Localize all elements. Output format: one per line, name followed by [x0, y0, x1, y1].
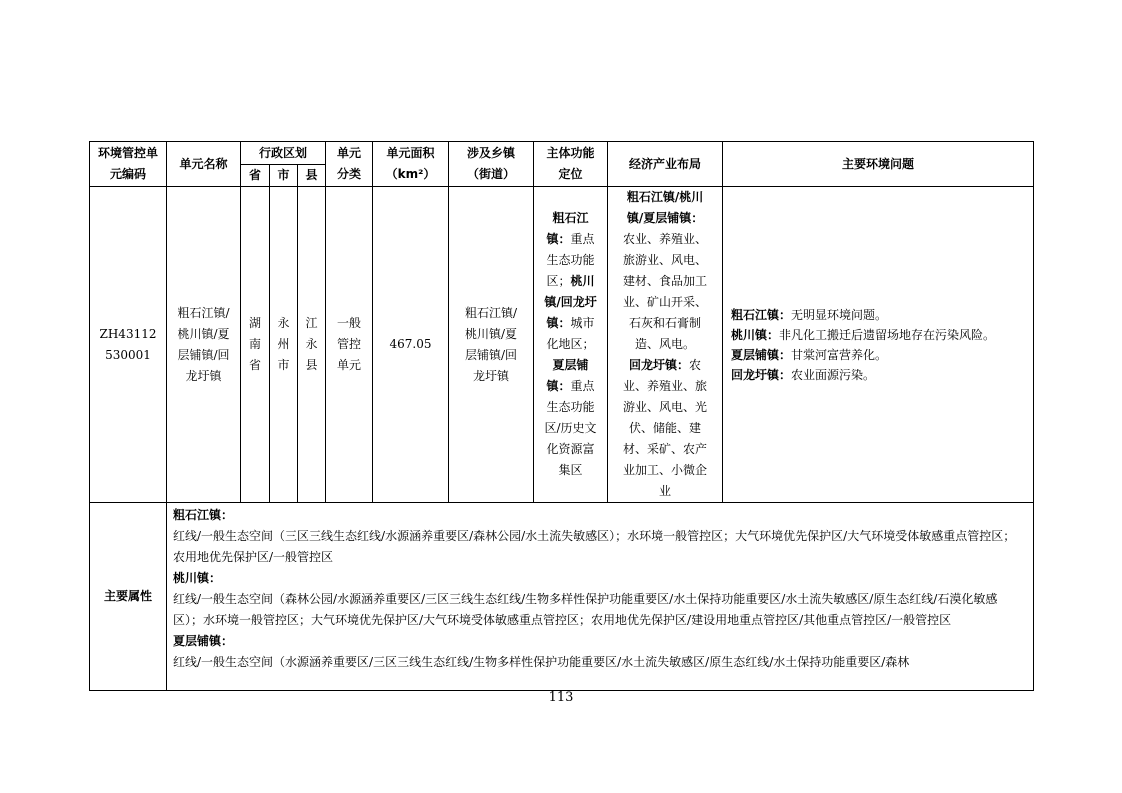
unit-towns: 粗石江镇/桃川镇/夏层铺镇/回龙圩镇 — [449, 187, 534, 503]
control-unit-table — [89, 141, 1034, 691]
unit-code: ZH43112530001 — [90, 187, 167, 503]
problem-town: 夏层铺镇： — [731, 347, 792, 362]
header-towns-sub: （街道） — [467, 167, 516, 181]
problems-cell — [723, 187, 1034, 503]
industry-town-2: 回龙圩镇： — [629, 358, 690, 372]
header-city: 市 — [270, 165, 298, 187]
attr-text-1: 红线/一般生态空间（三区三线生态红线/水源涵养重要区/森林公园/水土流失敏感区）；水环境一般管控区；大气环境优先保护区/大气环境受体敏感重点管控区；农用地优先保护区/一般管控区 — [173, 529, 1016, 564]
unit-area: 467.05 — [373, 187, 449, 503]
attr-text-3: 红线/一般生态空间（水源涵养重要区/三区三线生态红线/生物多样性保护功能重要区/水土流失敏感区/原生态红线/水土保持功能重要区/森林 — [173, 655, 910, 669]
problem-line — [731, 345, 1025, 365]
problem-text: 农业面源污染。 — [791, 367, 876, 382]
province-cell: 湖南省 — [241, 187, 270, 503]
function-town-2: 桃川镇/回龙圩镇： — [544, 274, 597, 330]
function-town-3: 夏层铺镇： — [546, 358, 589, 393]
header-code: 环境管控单元编码 — [90, 142, 167, 187]
industry-text-2: 农业、养殖业、旅游业、风电、光伏、储能、建材、采矿、农产业加工、小微企业 — [623, 358, 708, 498]
header-province: 省 — [241, 165, 270, 187]
header-category: 单元分类 — [326, 142, 373, 187]
attr-town-1: 粗石江镇： — [173, 508, 234, 522]
attr-text-2: 红线/一般生态空间（森林公园/水源涵养重要区/三区三线生态红线/生物多样性保护功能重要区/水土保持功能重要区/水土流失敏感区/原生态红线/石漠化敏感区）；水环境一般管控区；大气环境优先保护区/大气环境受体敏感重点管控区；农用地优先保护区/建设用地重点管控区/其他重点管控区/一般管控区 — [173, 592, 998, 627]
county-cell: 江永县 — [298, 187, 326, 503]
attr-town-2: 桃川镇： — [173, 571, 222, 585]
problem-town: 桃川镇： — [731, 327, 780, 342]
unit-category: 一般管控单元 — [326, 187, 373, 503]
function-text-1: 重点生态功能区； — [546, 232, 595, 288]
industry-town-1: 粗石江镇/桃川镇/夏层铺镇： — [626, 190, 704, 225]
attr-town-3: 夏层铺镇： — [173, 634, 234, 648]
header-name: 单元名称 — [167, 142, 241, 187]
header-area — [373, 142, 449, 187]
header-towns — [449, 142, 534, 187]
header-admin: 行政区划 — [241, 142, 326, 165]
function-town-1: 粗石江镇： — [546, 211, 589, 246]
header-area-label: 单元面积 — [386, 146, 435, 160]
industry-text-1: 农业、养殖业、旅游业、风电、建材、食品加工业、矿山开采、石灰和石膏制造、风电。 — [623, 232, 708, 351]
industry-cell — [608, 187, 723, 503]
page-number: 113 — [548, 690, 574, 705]
unit-name: 粗石江镇/桃川镇/夏层铺镇/回龙圩镇 — [167, 187, 241, 503]
header-county: 县 — [298, 165, 326, 187]
city-cell: 永州市 — [270, 187, 298, 503]
header-industry: 经济产业布局 — [608, 142, 723, 187]
problem-line — [731, 365, 1025, 385]
problem-line — [731, 305, 1025, 325]
problem-text: 非凡化工搬迁后遗留场地存在污染风险。 — [779, 327, 996, 342]
header-problems: 主要环境问题 — [723, 142, 1034, 187]
header-function: 主体功能定位 — [534, 142, 608, 187]
attributes-cell — [167, 503, 1034, 691]
header-area-unit: （km²） — [385, 167, 436, 181]
problem-text: 无明显环境问题。 — [791, 307, 888, 322]
function-cell — [534, 187, 608, 503]
problem-town: 回龙圩镇： — [731, 367, 792, 382]
problem-line — [731, 325, 1025, 345]
header-towns-label: 涉及乡镇 — [467, 146, 516, 160]
attributes-label: 主要属性 — [90, 503, 167, 691]
problem-text: 甘棠河富营养化。 — [791, 347, 888, 362]
function-text-3: 重点生态功能区/历史文化资源富集区 — [544, 379, 597, 477]
problem-town: 粗石江镇： — [731, 307, 792, 322]
function-text-2: 城市化地区； — [546, 316, 595, 351]
